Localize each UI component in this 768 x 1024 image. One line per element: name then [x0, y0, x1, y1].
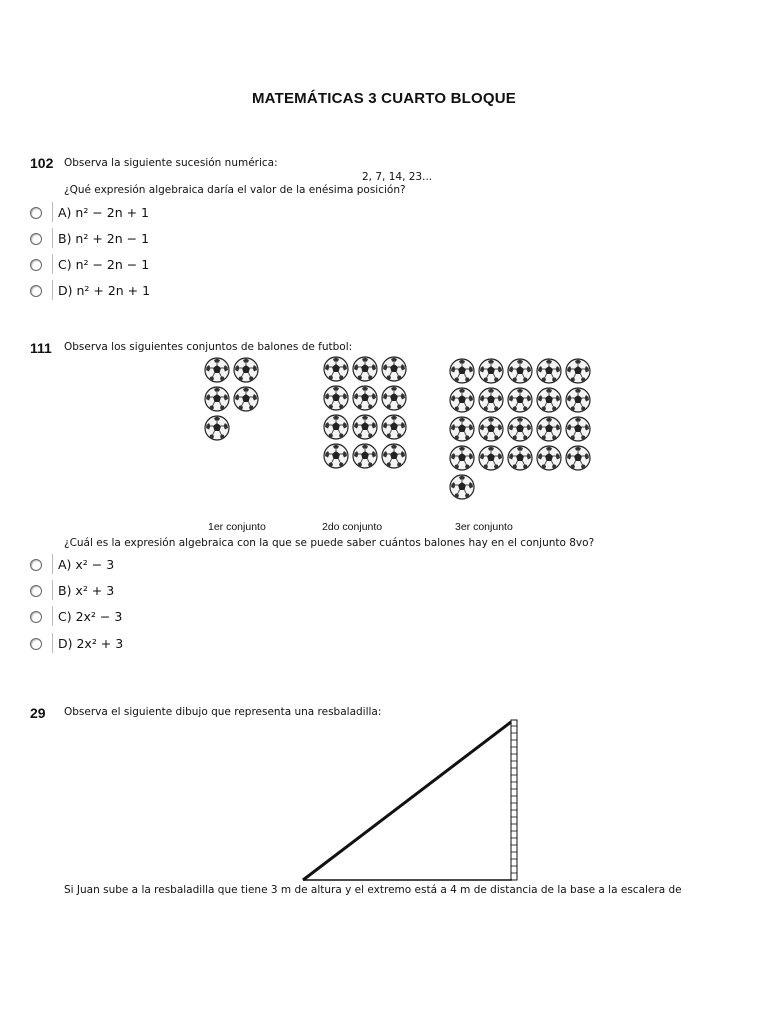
soccer-ball-icon — [204, 357, 230, 383]
soccer-ball-icon — [323, 443, 349, 469]
q102-option-d-label: D) n² + 2n + 1 — [52, 283, 150, 298]
soccer-ball-icon — [352, 414, 378, 440]
soccer-ball-icon — [478, 387, 504, 413]
question-102-question: ¿Qué expresión algebraica daría el valor de la enésima posición? — [64, 184, 406, 196]
soccer-ball-icon — [233, 386, 259, 412]
soccer-ball-icon — [323, 414, 349, 440]
slide-ramp — [303, 722, 511, 880]
q102-option-a-label: A) n² − 2n + 1 — [52, 205, 149, 220]
soccer-ball-icon — [352, 356, 378, 382]
q102-option-b-label: B) n² + 2n − 1 — [52, 231, 149, 246]
q111-option-d-label: D) 2x² + 3 — [52, 636, 123, 651]
soccer-ball-icon — [381, 414, 407, 440]
soccer-ball-icon — [478, 358, 504, 384]
ladder-rungs — [511, 726, 517, 873]
question-102-sequence: 2, 7, 14, 23... — [362, 171, 433, 183]
slide-ladder — [511, 720, 517, 880]
soccer-ball-icon — [381, 443, 407, 469]
soccer-ball-icon — [323, 356, 349, 382]
soccer-ball-icon — [352, 443, 378, 469]
q102-option-c-label: C) n² − 2n − 1 — [52, 257, 149, 272]
q111-option-a-label: A) x² − 3 — [52, 557, 114, 572]
soccer-ball-icon — [536, 358, 562, 384]
soccer-ball-icon — [565, 387, 591, 413]
soccer-ball-icon — [536, 387, 562, 413]
soccer-ball-icon — [507, 387, 533, 413]
set-2-caption: 2do conjunto — [322, 521, 383, 533]
soccer-ball-icon — [536, 416, 562, 442]
soccer-ball-icon — [449, 387, 475, 413]
soccer-ball-icon — [352, 385, 378, 411]
radio-button-icon[interactable] — [30, 611, 42, 623]
soccer-ball-icon — [507, 445, 533, 471]
soccer-ball-icon — [478, 416, 504, 442]
soccer-ball-icon — [507, 358, 533, 384]
slide-diagram — [295, 712, 525, 884]
soccer-ball-icon — [381, 385, 407, 411]
soccer-ball-icon — [449, 358, 475, 384]
radio-button-icon[interactable] — [30, 259, 42, 271]
soccer-ball-icon — [536, 445, 562, 471]
soccer-ball-icon — [565, 358, 591, 384]
q111-option-b-label: B) x² + 3 — [52, 583, 114, 598]
page-title: MATEMÁTICAS 3 CUARTO BLOQUE — [251, 90, 516, 107]
radio-button-icon[interactable] — [30, 285, 42, 297]
soccer-ball-icon — [507, 416, 533, 442]
question-111-number: 111 — [30, 340, 52, 356]
soccer-ball-icon — [478, 445, 504, 471]
question-102-prompt: Observa la siguiente sucesión numérica: — [64, 157, 278, 169]
soccer-ball-icon — [204, 386, 230, 412]
q111-option-c-label: C) 2x² − 3 — [52, 609, 122, 624]
soccer-ball-icon — [449, 445, 475, 471]
soccer-ball-icon — [449, 474, 475, 500]
set-1-caption: 1er conjunto — [208, 521, 266, 533]
question-29-number: 29 — [30, 705, 46, 721]
question-29-prompt: Observa el siguiente dibujo que representa una resbaladilla: — [64, 706, 382, 718]
radio-button-icon[interactable] — [30, 638, 42, 650]
soccer-ball-icon — [233, 357, 259, 383]
radio-button-icon[interactable] — [30, 559, 42, 571]
soccer-ball-icon — [565, 416, 591, 442]
radio-button-icon[interactable] — [30, 585, 42, 597]
radio-button-icon[interactable] — [30, 233, 42, 245]
question-102-number: 102 — [30, 155, 54, 171]
question-111-prompt: Observa los siguientes conjuntos de balones de futbol: — [64, 341, 353, 353]
soccer-ball-icon — [449, 416, 475, 442]
radio-button-icon[interactable] — [30, 207, 42, 219]
question-111-question: ¿Cuál es la expresión algebraica con la que se puede saber cuántos balones hay en el conjunto 8vo? — [64, 537, 595, 549]
question-29-text: Si Juan sube a la resbaladilla que tiene 3 m de altura y el extremo está a 4 m de distancia de la base a la escalera de — [64, 884, 682, 896]
soccer-ball-icon — [323, 385, 349, 411]
soccer-ball-icon — [204, 415, 230, 441]
set-3-caption: 3er conjunto — [455, 521, 513, 533]
soccer-ball-icon — [381, 356, 407, 382]
soccer-ball-icon — [565, 445, 591, 471]
